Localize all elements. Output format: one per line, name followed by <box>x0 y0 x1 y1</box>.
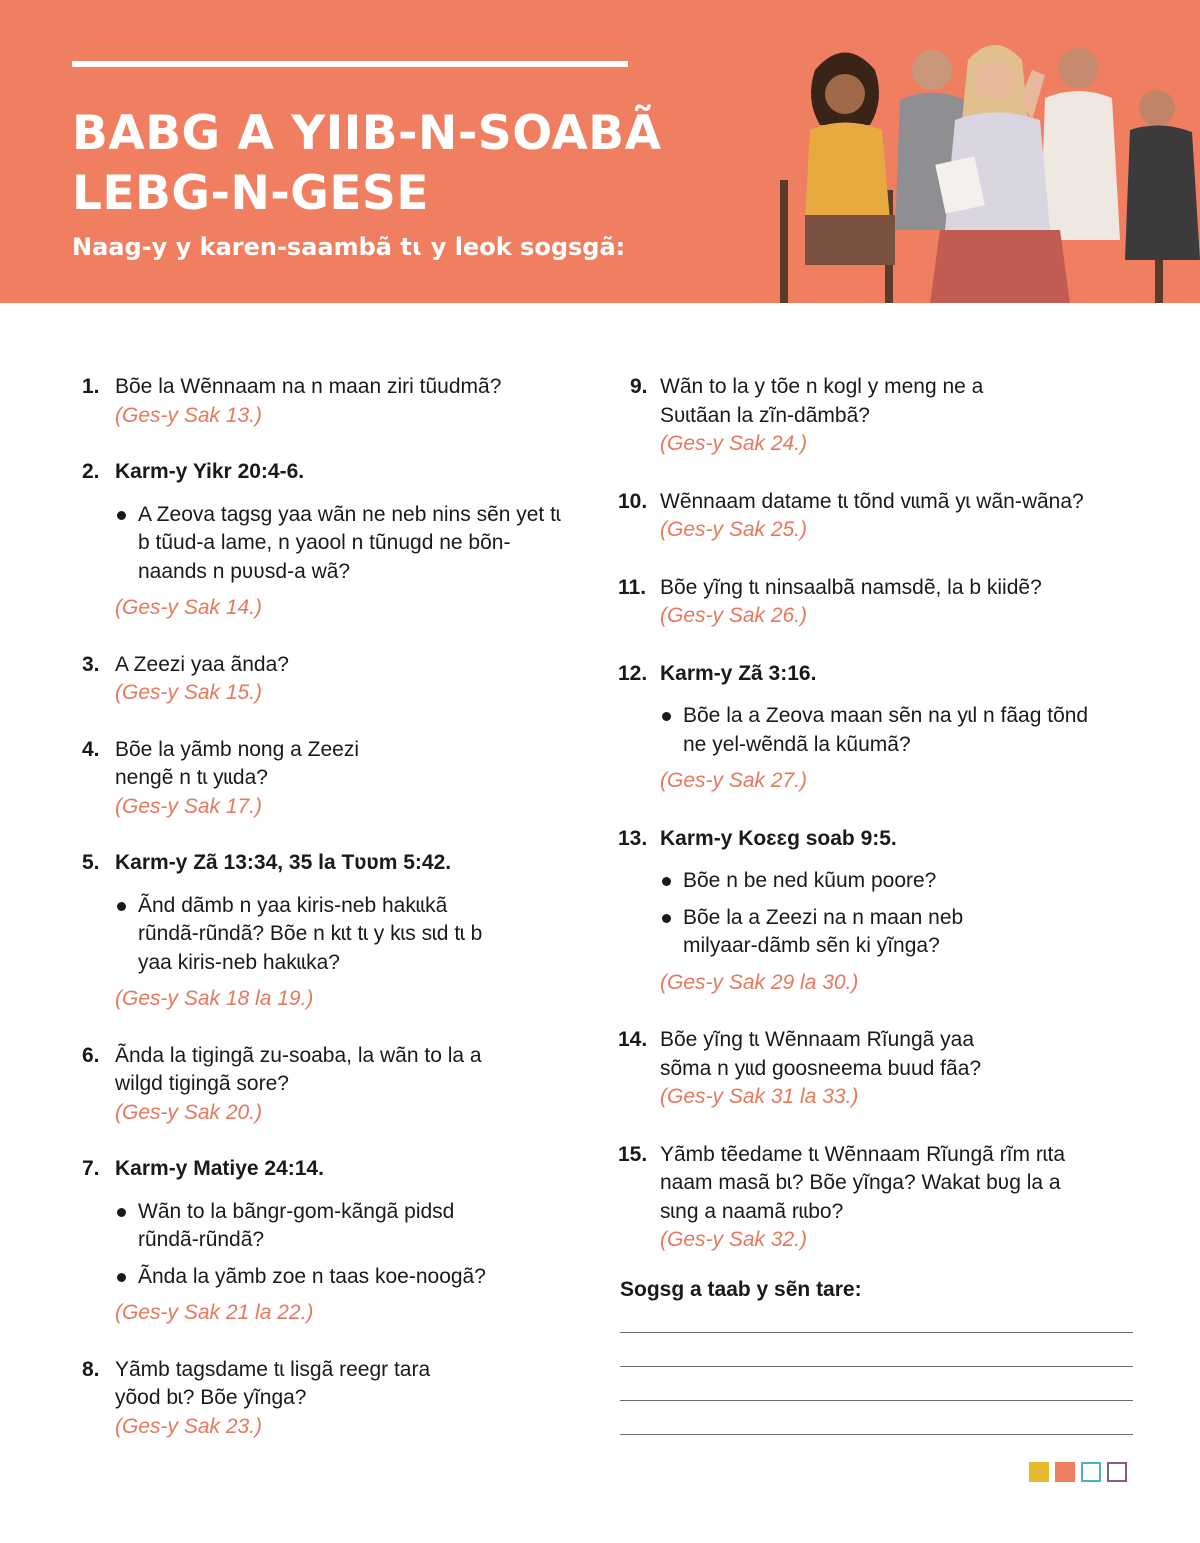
questions-right-column <box>618 373 1138 1255</box>
question-item <box>82 849 562 1014</box>
question-bullets <box>660 702 1138 759</box>
title-line-2: LEBG-N-GESE <box>72 166 429 221</box>
question-number: 1. <box>82 375 100 398</box>
question-reference: (Ges-y Sak 13.) <box>115 403 263 427</box>
note-line[interactable] <box>620 1400 1133 1401</box>
question-item <box>82 651 562 708</box>
question-text: Karm-y Zã 3:16. <box>660 661 817 685</box>
question-reference: (Ges-y Sak 24.) <box>660 432 808 455</box>
bullet-item: Ãnd dãmb n yaa kiris-neb hakɩɩkã rũndã-rũndã? Bõe n kɩt tɩ y kɩs sɩd tɩ b yaa kiris-neb hakɩɩka? <box>115 892 493 978</box>
header-banner <box>0 0 1200 303</box>
question-number: 2. <box>82 460 100 483</box>
question-item <box>82 1042 562 1128</box>
question-number: 8. <box>82 1357 100 1381</box>
question-item <box>82 458 562 623</box>
question-bullets <box>115 501 562 587</box>
question-number: 10. <box>618 489 648 513</box>
question-item <box>618 660 1138 796</box>
square-purple-outline <box>1107 1462 1127 1482</box>
question-text: Karm-y Koɛɛg soab 9:5. <box>660 826 897 850</box>
question-reference: (Ges-y Sak 14.) <box>115 596 263 619</box>
note-line[interactable] <box>620 1434 1133 1435</box>
question-reference: (Ges-y Sak 20.) <box>115 1100 263 1124</box>
question-item <box>618 1026 1138 1112</box>
decorative-squares <box>1029 1462 1127 1482</box>
question-item <box>618 825 1138 998</box>
bullet-item: A Zeova tagsg yaa wãn ne neb nins sẽn yet tɩ b tũud-a lame, n yaool n tũnugd ne bõn-naands n pʋʋsd-a wã? <box>115 501 562 587</box>
question-text: Wẽnnaam datame tɩ tõnd vɩɩmã yɩ wãn-wãna? <box>660 489 1084 513</box>
question-number: 11. <box>618 575 647 599</box>
bullet-item: Wãn to la bãngr-gom-kãngã pidsd rũndã-rũndã? <box>115 1198 498 1255</box>
question-reference: (Ges-y Sak 15.) <box>115 681 263 704</box>
question-item <box>82 1155 562 1328</box>
question-text: Yãmb tagsdame tɩ lisgã reegr tara yõod bɩ? Bõe yĩnga? <box>115 1357 431 1409</box>
question-reference: (Ges-y Sak 18 la 19.) <box>115 987 314 1010</box>
question-reference: (Ges-y Sak 21 la 22.) <box>115 1301 314 1324</box>
bullet-item: Ãnda la yãmb zoe n taas koe-noogã? <box>115 1263 562 1292</box>
question-text: Bõe yĩng tɩ Wẽnnaam Rĩungã yaa sõma n yɩɩd goosneema buud fãa? <box>660 1028 982 1080</box>
bullet-item: Bõe n be ned kũum poore? <box>660 867 1138 896</box>
question-item <box>82 373 562 430</box>
question-number: 14. <box>618 1028 648 1051</box>
question-text: Bõe yĩng tɩ ninsaalbã namsdẽ, la b kiidẽ? <box>660 575 1042 599</box>
question-number: 9. <box>630 375 648 398</box>
question-number: 4. <box>82 737 100 761</box>
title-line-1: BABG A YIIB-N-SOABÃ <box>72 106 662 161</box>
question-text: Karm-y Zã 13:34, 35 la Tʋʋm 5:42. <box>115 851 452 874</box>
square-yellow <box>1029 1462 1049 1482</box>
question-number: 6. <box>82 1043 100 1067</box>
question-item <box>618 488 1138 545</box>
square-coral <box>1055 1462 1075 1482</box>
question-item <box>618 1141 1138 1255</box>
question-item <box>82 736 562 822</box>
header-rule <box>72 61 628 67</box>
question-number: 13. <box>618 826 648 850</box>
question-reference: (Ges-y Sak 29 la 30.) <box>660 970 859 994</box>
note-line[interactable] <box>620 1332 1133 1333</box>
question-number: 5. <box>82 851 100 874</box>
question-bullets <box>660 867 1138 961</box>
bullet-item: Bõe la a Zeezi na n maan neb milyaar-dãmb sẽn ki yĩnga? <box>660 904 993 961</box>
question-text: A Zeezi yaa ãnda? <box>115 652 289 676</box>
page-subtitle: Naag-y y karen-saambã tɩ y leok sogsgã: <box>72 233 626 261</box>
question-bullets <box>115 892 562 978</box>
question-reference: (Ges-y Sak 31 la 33.) <box>660 1085 859 1108</box>
question-number: 15. <box>618 1142 648 1166</box>
question-reference: (Ges-y Sak 26.) <box>660 604 808 627</box>
question-item <box>618 373 1138 459</box>
question-item <box>618 574 1138 631</box>
question-item <box>82 1356 562 1442</box>
question-number: 7. <box>82 1157 100 1180</box>
question-reference: (Ges-y Sak 27.) <box>660 769 808 792</box>
bullet-item: Bõe la a Zeova maan sẽn na yɩl n fãag tõnd ne yel-wẽndã la kũumã? <box>660 702 1103 759</box>
question-text: Ãnda la tigingã zu-soaba, la wãn to la a wilgd tigingã sore? <box>115 1043 482 1095</box>
question-reference: (Ges-y Sak 25.) <box>660 518 808 541</box>
question-reference: (Ges-y Sak 23.) <box>115 1414 263 1438</box>
question-bullets <box>115 1198 562 1292</box>
questions-left-column <box>82 373 562 1441</box>
question-text: Yãmb tẽedame tɩ Wẽnnaam Rĩungã rĩm rɩta naam masã bɩ? Bõe yĩnga? Wakat bʋg la a sɩng a naamã rɩɩbo? <box>660 1142 1066 1223</box>
audience-illustration <box>760 30 1200 303</box>
question-text: Bõe la yãmb nong a Zeezi nengẽ n tɩ yɩɩda? <box>115 737 359 789</box>
note-line[interactable] <box>620 1366 1133 1367</box>
page-title <box>72 104 662 224</box>
notes-label: Sogsg a taab y sẽn tare: <box>620 1278 862 1301</box>
question-number: 12. <box>618 661 648 685</box>
question-reference: (Ges-y Sak 32.) <box>660 1228 808 1251</box>
question-text: Bõe la Wẽnnaam na n maan ziri tũudmã? <box>115 375 502 398</box>
question-text: Karm-y Matiye 24:14. <box>115 1157 324 1180</box>
question-text: Wãn to la y tõe n kogl y meng ne a Sʋɩtãan la zĩn-dãmbã? <box>660 375 984 427</box>
square-teal-outline <box>1081 1462 1101 1482</box>
question-text: Karm-y Yikr 20:4-6. <box>115 460 305 483</box>
question-reference: (Ges-y Sak 17.) <box>115 794 263 818</box>
question-number: 3. <box>82 652 100 676</box>
